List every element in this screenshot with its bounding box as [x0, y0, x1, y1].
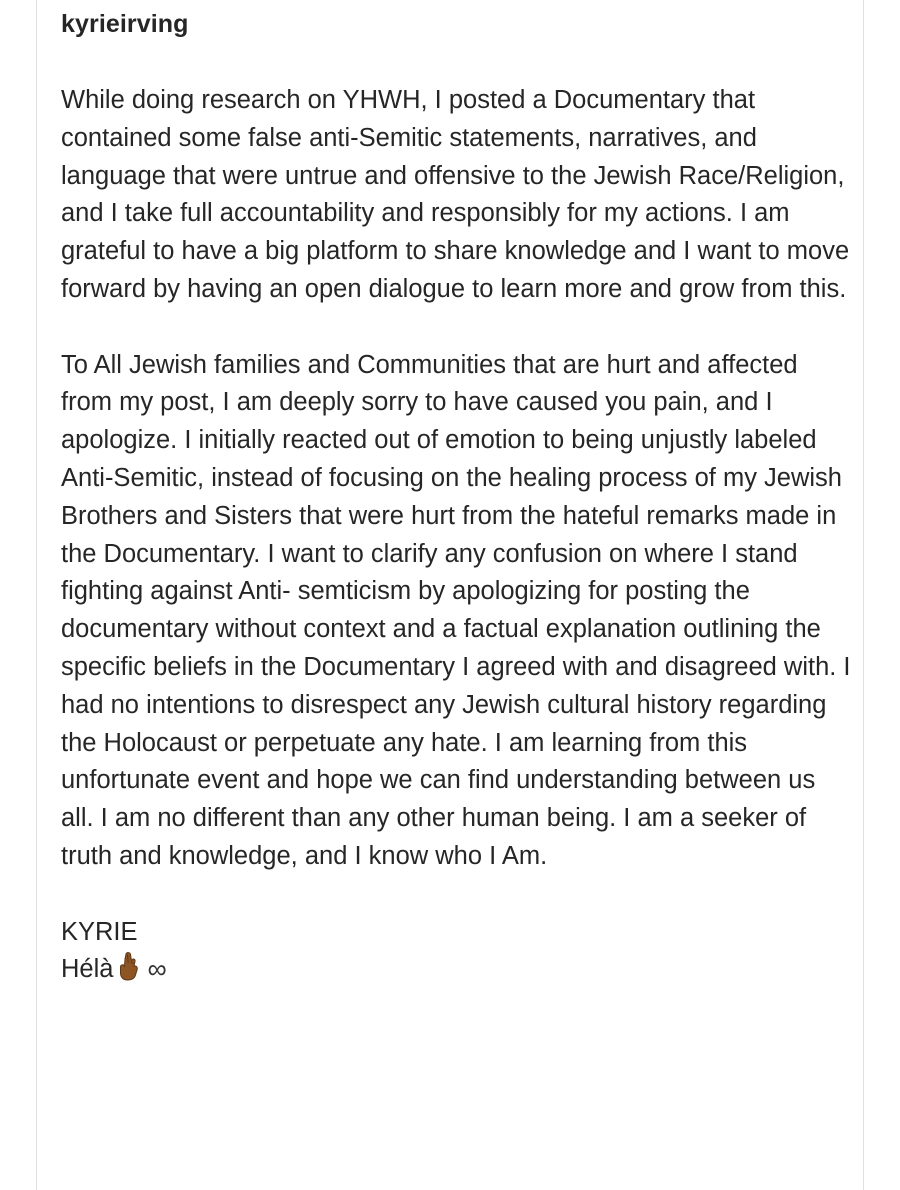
caption-paragraph-2: To All Jewish families and Communities that are hurt and affected from my post, I am deeply sorry to have caused you pain, and I apologize. I initially reacted out of emotion to being unjustly labeled Anti-Semitic, instead of focusing on the healing process of my Jewish Brothers and Sisters that were hurt from the hateful remarks made in the Documentary. I want to clarify any confusion on where I stand fighting against Anti- semticism by apologizing for posting the documentary without context and a factual explanation outlining the specific beliefs in the Documentary I agreed with and disagreed with. I had no intentions to disrespect any Jewish cultural history regarding the Holocaust or perpetuate any hate. I am learning from this unfortunate event and hope we can find understanding between us all. I am no different than any other human being. I am a seeker of truth and knowledge, and I know who I Am.	[61, 350, 851, 870]
caption-paragraph-1: While doing research on YHWH, I posted a Documentary that contained some false anti-Semitic statements, narratives, and language that were untrue and offensive to the Jewish Race/Religion, and I take full accountability and responsibly for my actions. I am grateful to have a big platform to share knowledge and I want to move forward by having an open dialogue to learn more and grow from this.	[61, 86, 850, 303]
post-caption-text	[61, 82, 851, 989]
post-caption-panel	[36, 0, 864, 1190]
post-username[interactable]: kyrieirving	[61, 10, 189, 38]
signature-line	[61, 951, 851, 989]
caption-signature	[61, 914, 851, 990]
infinity-icon: ∞	[147, 954, 167, 985]
crossed-fingers-hand-icon	[117, 951, 141, 981]
signature-word: Hélà	[61, 955, 114, 984]
signature-name: KYRIE	[61, 917, 138, 946]
